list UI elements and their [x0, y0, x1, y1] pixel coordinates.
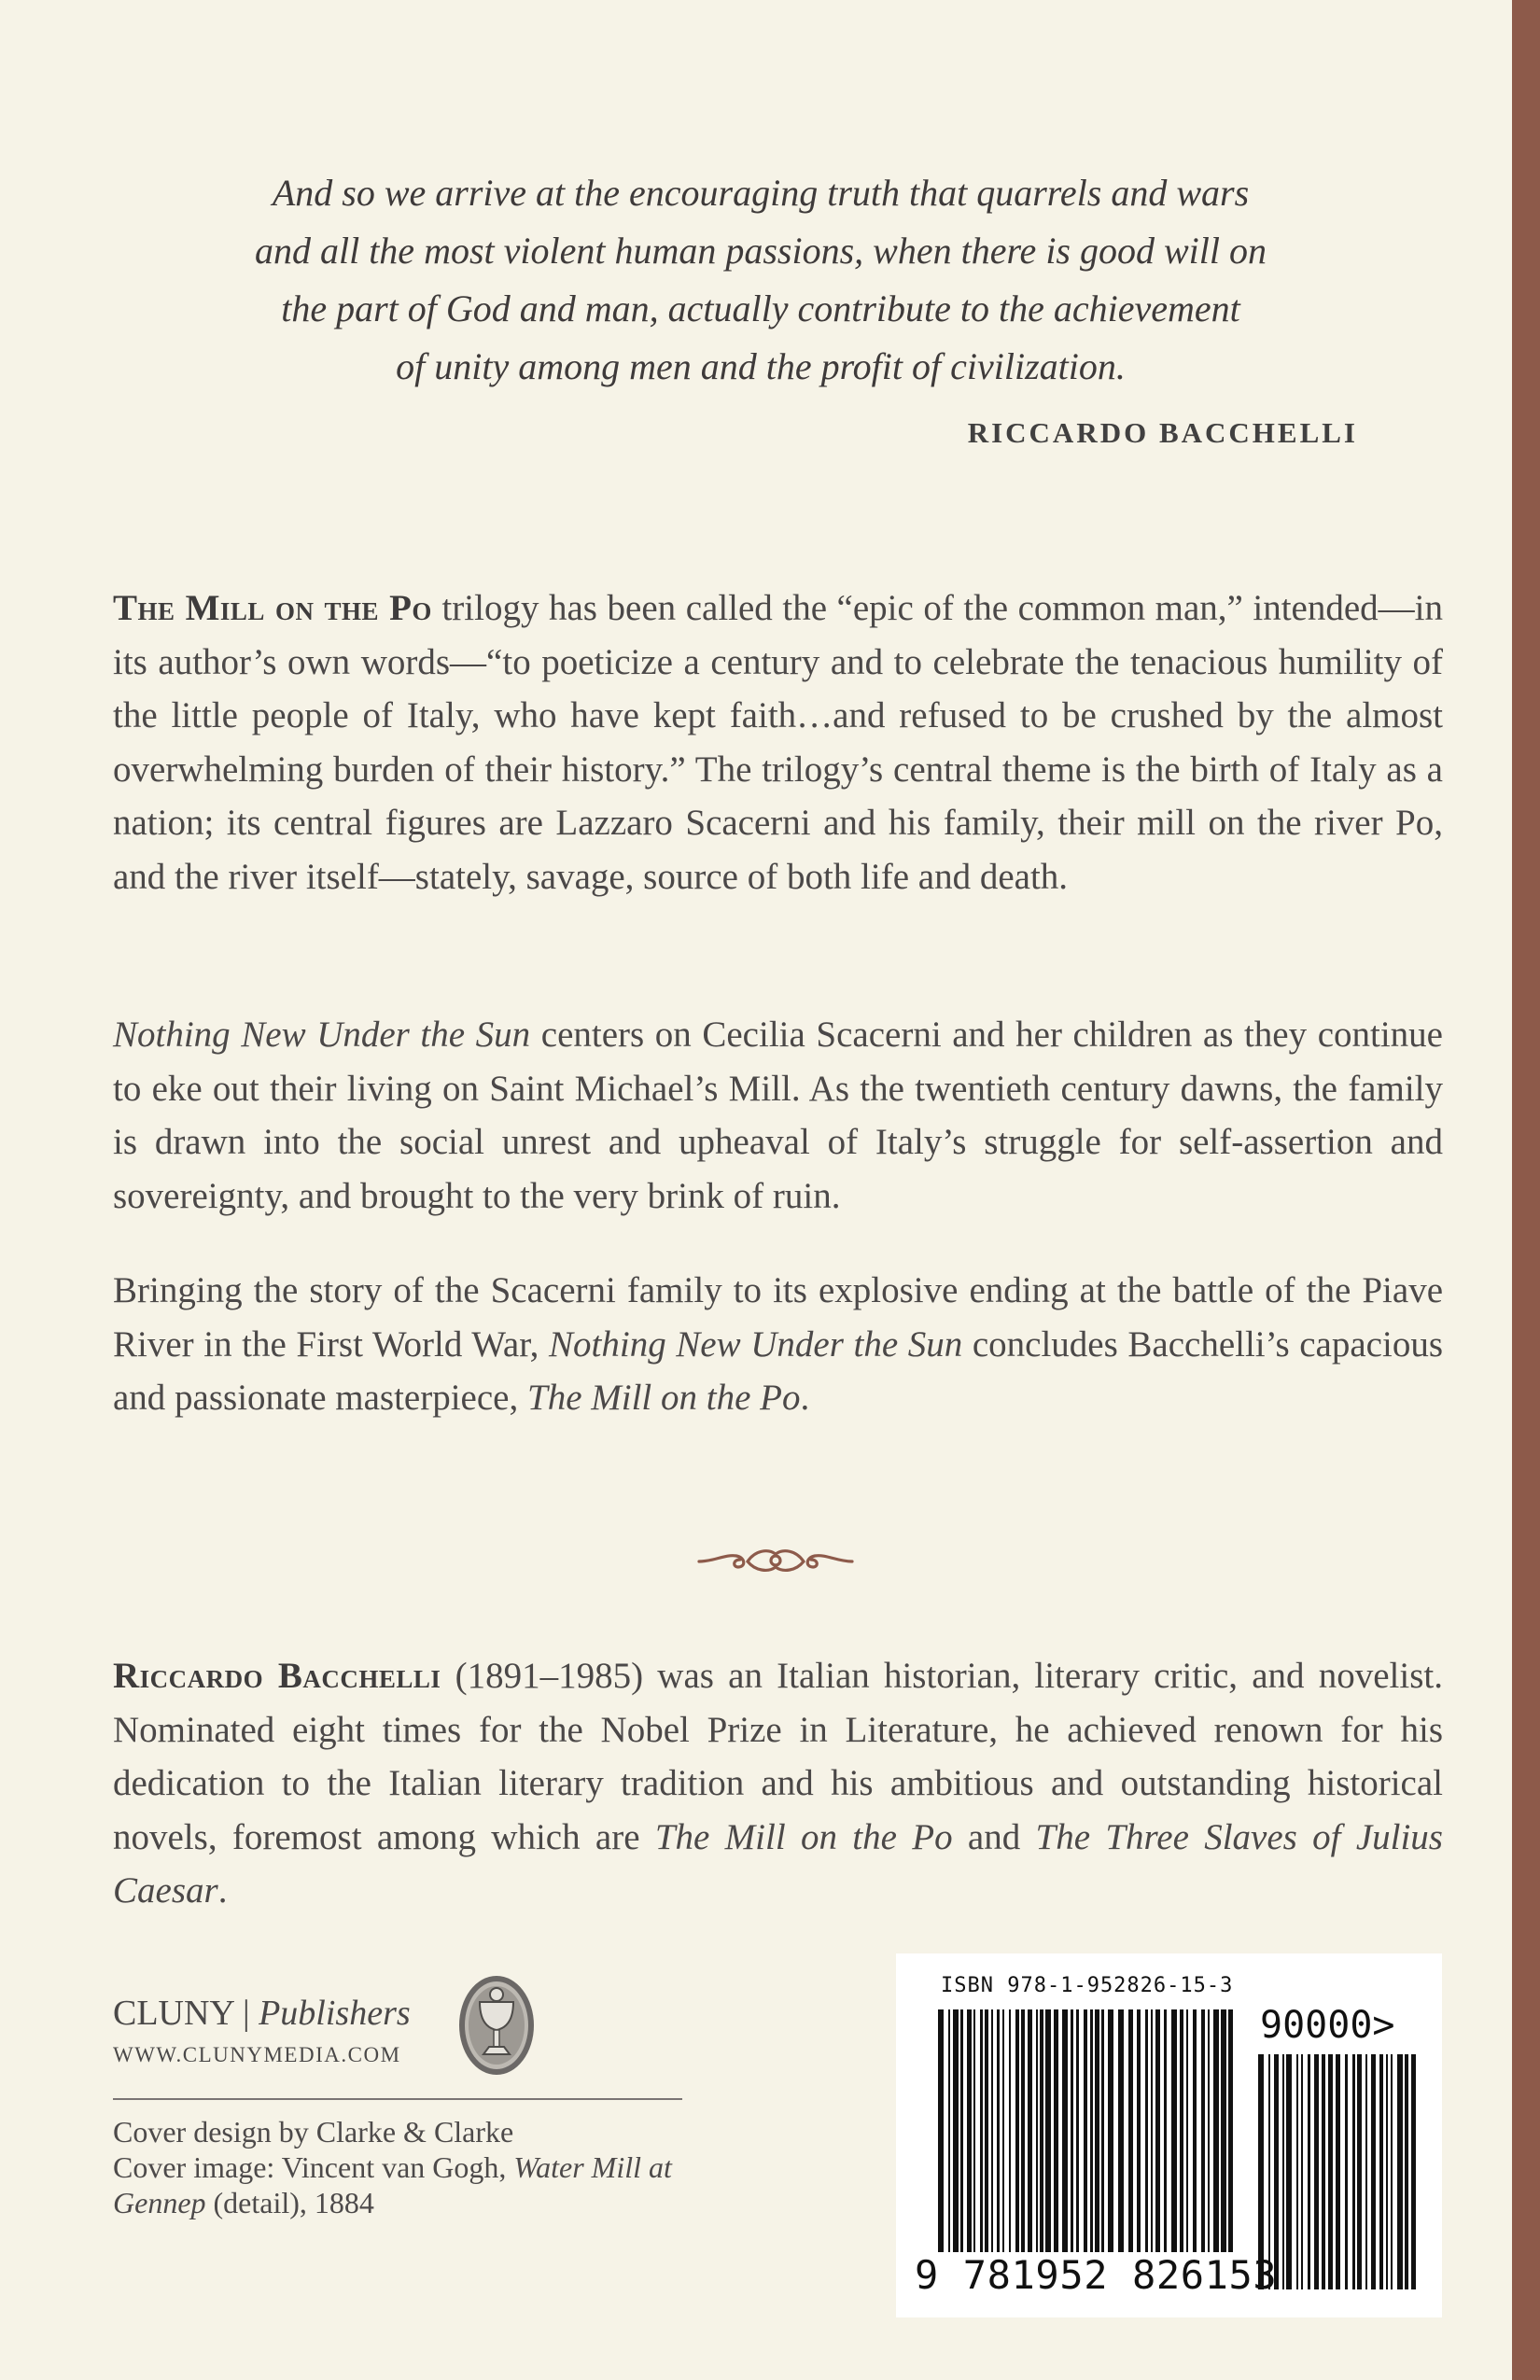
barcode-bar — [1002, 2009, 1004, 2252]
publisher-url: WWW.CLUNYMEDIA.COM — [113, 2043, 401, 2066]
barcode-bar — [1391, 2054, 1393, 2289]
cover-credits — [113, 2114, 710, 2220]
barcode-bar — [1076, 2009, 1079, 2252]
barcode-bar — [1193, 2009, 1197, 2252]
paragraph-text: . — [800, 1378, 810, 1418]
description-paragraph-2 — [113, 1008, 1443, 1223]
barcode-bar — [980, 2009, 983, 2252]
bio-text: . — [217, 1870, 228, 1911]
spine-band — [1512, 0, 1540, 2380]
bio-text: and — [952, 1816, 1036, 1857]
trilogy-title-lead: The Mill on the Po — [113, 588, 432, 628]
barcode-bar — [985, 2009, 988, 2252]
barcode-bar — [1009, 2009, 1011, 2252]
artwork-title: Water Mill at Gennep — [113, 2150, 672, 2219]
barcode-bar — [1040, 2009, 1043, 2252]
barcode-bar — [1084, 2009, 1087, 2252]
book-title: The Mill on the Po — [654, 1816, 953, 1857]
barcode-bar — [1322, 2054, 1325, 2289]
image-credit-suffix: (detail), 1884 — [205, 2186, 374, 2219]
paragraph-text: centers on Cecilia Scacerni and her children as they continue to eke out their living on Saint Michael’s Mill. As the twentieth century dawns, the family is drawn into the social unrest and upheaval of Italy’s struggle for self-assertion and sovereignty, and brought to the very brink of ruin. — [113, 1015, 1443, 1216]
barcode-bar — [1405, 2054, 1408, 2289]
barcode-bar — [1108, 2009, 1113, 2252]
publisher-block — [113, 1993, 411, 2067]
isbn-label: ISBN 978-1-952826-15-3 — [941, 1974, 1234, 1997]
description-paragraph-1 — [113, 581, 1443, 903]
barcode-bar — [1015, 2009, 1019, 2252]
barcode-bar — [1213, 2009, 1219, 2252]
barcode-bar — [973, 2009, 975, 2252]
credits-divider — [113, 2098, 682, 2100]
epigraph-line: of unity among men and the profit of civilization. — [396, 345, 1126, 387]
barcode-bar — [1221, 2009, 1226, 2252]
epigraph-line: the part of God and man, actually contribute to the achievement — [281, 287, 1240, 329]
paragraph-text: Bringing the story of the Scacerni family to its explosive ending at the battle of the Piave River in the First World War, — [113, 1270, 1443, 1365]
barcode-bar — [991, 2009, 993, 2252]
barcode-bar — [1118, 2009, 1124, 2252]
barcode-bar — [960, 2009, 963, 2252]
author-bio — [113, 1649, 1443, 1918]
book-title: Nothing New Under the Sun — [549, 1323, 963, 1365]
barcode-bar — [1314, 2054, 1319, 2289]
paragraph-text: trilogy has been called the “epic of the common man,” intended—in its author’s own words—“to poeticize a century and to celebrate the tenacious humility of the little people of Italy, who have kept faith…and refused to be crushed by the almost overwhelming burden of their history.” The trilogy’s central theme is the birth of Italy as a nation; its central figures are Lazzaro Scacerni and his family, their mill on the river Po, and the river itself—stately, savage, source of both life and death. — [113, 588, 1444, 897]
publisher-name-roman: CLUNY | — [113, 1994, 259, 2033]
barcode-bar — [1145, 2009, 1148, 2252]
barcode-bar — [1208, 2009, 1210, 2252]
barcode-bar — [1171, 2009, 1177, 2252]
barcode-bar — [1336, 2054, 1340, 2289]
barcode-bar — [1286, 2054, 1292, 2289]
barcode-bar — [1296, 2054, 1298, 2289]
book-title: The Three Slaves of Julius Caesar — [113, 1816, 1443, 1911]
publisher-name — [113, 1993, 411, 2034]
barcode-bar — [1054, 2009, 1058, 2252]
barcode-bar — [1137, 2009, 1141, 2252]
trilogy-title: The Mill on the Po — [527, 1378, 801, 1418]
epigraph-attribution: RICCARDO BACCHELLI — [967, 416, 1358, 449]
barcode-bar — [1397, 2054, 1403, 2289]
barcode-bar — [1386, 2054, 1388, 2289]
chalice-medallion-icon — [457, 1974, 536, 2077]
epigraph-line: And so we arrive at the encouraging truth that quarrels and wars — [272, 172, 1250, 214]
epigraph-line: and all the most violent human passions, when there is good will on — [254, 230, 1267, 272]
barcode-bar — [1186, 2009, 1188, 2252]
barcode-bar — [1301, 2054, 1303, 2289]
bio-text: (1891–1985) was an Italian historian, literary critic, and novelist. Nominated eight times for the Nobel Prize in Literature, he achieved renown for his dedication to the Italian literary tradition and his ambitious and outstanding historical novels, foremost among which are — [113, 1656, 1443, 1857]
barcode-panel — [896, 1953, 1442, 2317]
barcode-bar — [938, 2009, 944, 2252]
barcode-bar — [1352, 2054, 1355, 2289]
price-code: 90000> — [1260, 2004, 1395, 2047]
barcode-bar — [1365, 2054, 1367, 2289]
design-credit: Cover design by Clarke & Clarke — [113, 2115, 514, 2149]
barcode-bar — [1021, 2009, 1025, 2252]
barcode-bar — [1128, 2009, 1133, 2252]
barcode-bar — [1164, 2009, 1167, 2252]
barcode-bar — [1411, 2054, 1416, 2289]
description-paragraph-3 — [113, 1264, 1443, 1425]
barcode-bar — [1036, 2009, 1038, 2252]
paragraph-text: concludes Bacchelli’s capacious and passionate masterpiece, — [113, 1323, 1443, 1418]
barcode-bar — [953, 2009, 959, 2252]
barcode-bar — [1308, 2054, 1310, 2289]
barcode-bar — [1045, 2009, 1051, 2252]
barcode-bar — [1379, 2054, 1383, 2289]
barcode-bar — [1357, 2054, 1362, 2289]
barcode-bar — [1282, 2054, 1284, 2289]
barcode-bar — [1028, 2009, 1032, 2252]
barcode-bar — [1062, 2009, 1068, 2252]
barcode-bar — [1345, 2054, 1348, 2289]
barcode-bar — [1101, 2009, 1104, 2252]
barcode-bar — [948, 2009, 950, 2252]
barcode-bar — [1371, 2054, 1376, 2289]
epigraph-quote — [168, 164, 1353, 396]
publisher-name-italic: Publishers — [259, 1994, 411, 2033]
barcode-bar — [1201, 2009, 1205, 2252]
image-credit — [113, 2149, 710, 2220]
barcode-bar — [1228, 2009, 1233, 2252]
book-title: Nothing New Under the Sun — [113, 1015, 531, 1055]
ean-digits: 9 781952 826153 — [915, 2252, 1278, 2298]
barcode-bar — [967, 2009, 972, 2252]
image-credit-prefix: Cover image: Vincent van Gogh, — [113, 2150, 514, 2184]
barcode-bar — [1151, 2009, 1153, 2252]
barcode-bar — [1180, 2009, 1183, 2252]
barcode-bar — [1090, 2009, 1093, 2252]
barcode-bar — [997, 2009, 1000, 2252]
barcode-bar — [1155, 2009, 1160, 2252]
barcode-bar — [1095, 2009, 1099, 2252]
barcode-bar — [1328, 2054, 1333, 2289]
scroll-flourish-icon — [695, 1543, 856, 1578]
barcode-bar — [1071, 2009, 1073, 2252]
author-name: Riccardo Bacchelli — [113, 1656, 441, 1696]
